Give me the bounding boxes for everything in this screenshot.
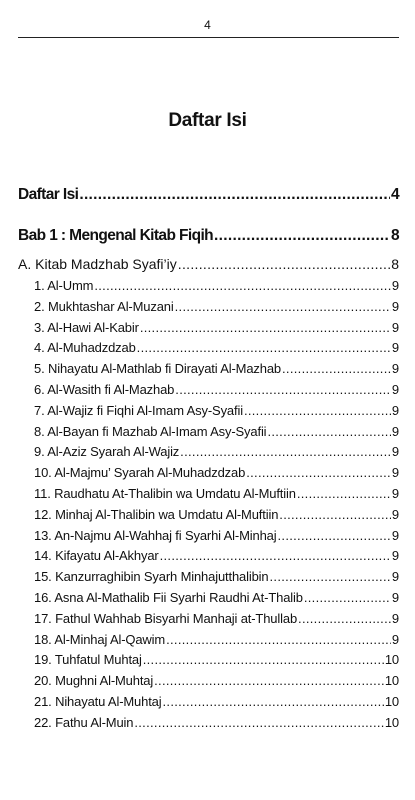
toc-page: 9: [391, 485, 399, 501]
header-rule: [18, 37, 399, 38]
toc-row-bab-1[interactable]: [18, 227, 399, 245]
toc-label: 6. Al-Wasith fi Al-Mazhab: [34, 381, 175, 397]
toc-section-list: [18, 256, 399, 736]
toc-page: 9: [391, 465, 399, 481]
toc-label: 7. Al-Wajiz fi Fiqhi Al-Imam Asy-Syafii: [34, 402, 243, 418]
toc-label: 2. Mukhtashar Al-Muzani: [34, 298, 174, 314]
toc-page: 9: [391, 527, 399, 543]
toc-row-item[interactable]: [18, 507, 399, 528]
toc-page: 9: [391, 319, 399, 335]
page-title: Daftar Isi: [168, 110, 247, 131]
toc-label: Daftar Isi: [18, 186, 79, 203]
toc-label: 4. Al-Muhadzdzab: [34, 340, 136, 356]
leader-dots: [79, 186, 390, 204]
toc-page: 10: [384, 673, 399, 689]
toc-label: 14. Kifayatu Al-Akhyar: [34, 548, 159, 564]
toc-row-item[interactable]: [18, 715, 399, 736]
toc-row-item[interactable]: [18, 444, 399, 465]
toc-row-item[interactable]: [18, 611, 399, 632]
toc-label: 3. Al-Hawi Al-Kabir: [34, 319, 139, 335]
toc-label: 22. Fathu Al-Muin: [34, 714, 134, 730]
toc-label: 11. Raudhatu At-Thalibin wa Umdatu Al-Muftiin: [34, 485, 296, 501]
toc-label: 5. Nihayatu Al-Mathlab fi Dirayati Al-Mazhab: [34, 361, 282, 377]
leader-dots: [166, 632, 391, 647]
leader-dots: [143, 652, 384, 667]
leader-dots: [154, 673, 384, 688]
toc-entry: [18, 186, 399, 204]
toc-page: 9: [391, 444, 399, 460]
toc-label: A. Kitab Madzhab Syafi’iy: [18, 256, 177, 272]
toc-page: 10: [384, 652, 399, 668]
leader-dots: [267, 424, 390, 439]
toc-page: 9: [391, 423, 399, 439]
toc-page: 9: [391, 361, 399, 377]
page-number: 4: [204, 18, 211, 32]
toc-row-item[interactable]: [18, 528, 399, 549]
toc-row-item[interactable]: [18, 548, 399, 569]
toc-label: Bab 1 : Mengenal Kitab Fiqih: [18, 227, 214, 244]
leader-dots: [94, 278, 391, 293]
toc-page: 9: [391, 610, 399, 626]
toc-page: 9: [391, 506, 399, 522]
toc-label: 12. Minhaj Al-Thalibin wa Umdatu Al-Muftiin: [34, 506, 279, 522]
toc-label: 21. Nihayatu Al-Muhtaj: [34, 693, 162, 709]
leader-dots: [297, 486, 391, 501]
toc-row-item[interactable]: [18, 465, 399, 486]
toc-page: 9: [391, 589, 399, 605]
leader-dots: [298, 611, 391, 626]
toc-label: 18. Al-Minhaj Al-Qawim: [34, 631, 166, 647]
leader-dots: [160, 548, 391, 563]
toc-row-item[interactable]: [18, 403, 399, 424]
leader-dots: [244, 403, 391, 418]
toc-page: 9: [391, 548, 399, 564]
toc-label: 9. Al-Aziz Syarah Al-Wajiz: [34, 444, 180, 460]
leader-dots: [246, 465, 391, 480]
toc-entry: [18, 227, 399, 245]
toc-label: 15. Kanzurraghibin Syarh Minhajutthalibin: [34, 569, 269, 585]
toc-row-item[interactable]: [18, 361, 399, 382]
leader-dots: [304, 590, 391, 605]
toc-row-item[interactable]: [18, 299, 399, 320]
toc-page: 9: [391, 278, 399, 293]
toc-row-item[interactable]: [18, 632, 399, 653]
toc-page: 8: [390, 227, 399, 244]
toc-label: 10. Al-Majmu’ Syarah Al-Muhadzdzab: [34, 465, 246, 481]
toc-row-section-a[interactable]: [18, 256, 399, 275]
toc-row-item[interactable]: [18, 424, 399, 445]
leader-dots: [140, 320, 391, 335]
toc-page: 9: [391, 631, 399, 647]
toc-row-item[interactable]: [18, 486, 399, 507]
leader-dots: [137, 340, 391, 355]
leader-dots: [282, 361, 391, 376]
toc-page: 9: [391, 569, 399, 585]
leader-dots: [163, 694, 384, 709]
toc-page: 9: [391, 340, 399, 356]
toc-row-item[interactable]: [18, 652, 399, 673]
toc-label: 13. An-Najmu Al-Wahhaj fi Syarhi Al-Minhaj: [34, 527, 277, 543]
toc-row-item[interactable]: [18, 382, 399, 403]
toc-row-item[interactable]: [18, 673, 399, 694]
toc-page: 9: [391, 298, 399, 314]
toc-row-item[interactable]: [18, 569, 399, 590]
toc-label: 8. Al-Bayan fi Mazhab Al-Imam Asy-Syafii: [34, 423, 267, 439]
toc-page: 8: [391, 256, 399, 272]
toc-page: 9: [391, 402, 399, 418]
toc-page: 10: [384, 714, 399, 730]
leader-dots: [270, 569, 391, 584]
toc-row-item[interactable]: [18, 590, 399, 611]
leader-dots: [180, 444, 391, 459]
toc-label: 16. Asna Al-Mathalib Fii Syarhi Raudhi At-Thalib: [34, 589, 303, 605]
leader-dots: [134, 715, 383, 730]
leader-dots: [175, 382, 391, 397]
leader-dots: [175, 299, 391, 314]
toc-label: 1. Al-Umm: [34, 278, 94, 293]
leader-dots: [178, 256, 390, 272]
toc-row-item[interactable]: [18, 320, 399, 341]
leader-dots: [278, 528, 391, 543]
toc-label: 19. Tuhfatul Muhtaj: [34, 652, 142, 668]
toc-page: 10: [384, 693, 399, 709]
toc-row-item[interactable]: [18, 694, 399, 715]
toc-page: 4: [390, 186, 399, 203]
toc-page: 9: [391, 381, 399, 397]
leader-dots: [214, 227, 390, 245]
toc-row-daftar-isi[interactable]: [18, 186, 399, 204]
toc-label: 17. Fathul Wahhab Bisyarhi Manhaji at-Thullab: [34, 610, 298, 626]
toc-row-item[interactable]: [18, 340, 399, 361]
toc-row-item[interactable]: [18, 278, 399, 299]
toc-label: 20. Mughni Al-Muhtaj: [34, 673, 154, 689]
leader-dots: [279, 507, 391, 522]
